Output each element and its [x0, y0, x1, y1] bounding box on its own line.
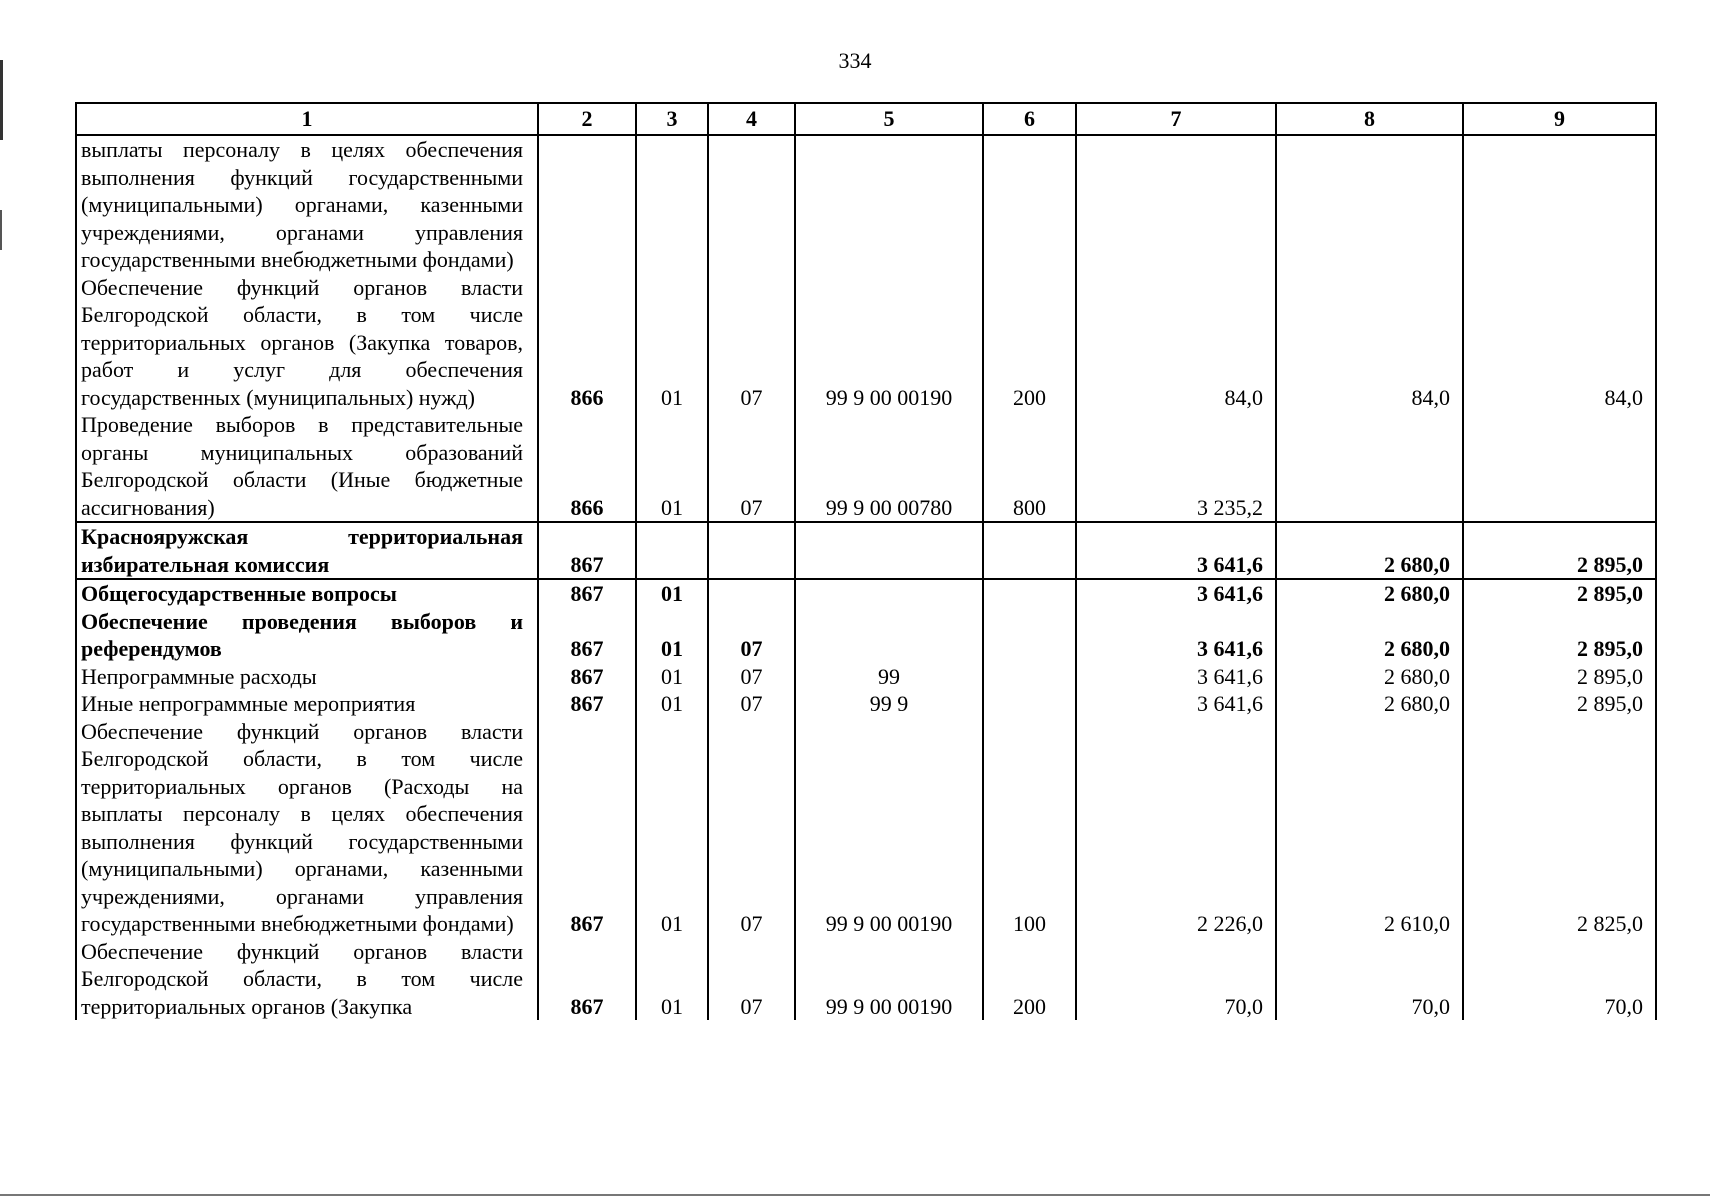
page-number: 334 [838, 48, 872, 73]
table-row [76, 135, 1656, 274]
table-row [76, 663, 1656, 691]
cell-amount-col9: 2 895,0 [1463, 663, 1656, 691]
table-row [76, 718, 1656, 938]
cell-ministry-code: 867 [538, 579, 636, 608]
cell-target-article [795, 608, 983, 663]
row-name: Обеспечение функций органов власти Белгородской области, в том числе территориальных органов (Закупка товаров, работ и услуг для обеспечения государственных (муниципальных) нужд) [76, 274, 538, 412]
cell-subsection: 07 [708, 274, 795, 412]
cell-amount-col7: 3 641,6 [1076, 663, 1276, 691]
cell-amount-col8: 70,0 [1276, 938, 1463, 1021]
table-header-row [76, 103, 1656, 135]
cell-amount-col9: 2 895,0 [1463, 579, 1656, 608]
row-name: Обеспечение проведения выборов и референдумов [76, 608, 538, 663]
cell-amount-col7: 3 641,6 [1076, 522, 1276, 579]
cell-amount-col9: 2 895,0 [1463, 608, 1656, 663]
column-header: 4 [708, 103, 795, 135]
column-header: 2 [538, 103, 636, 135]
cell-subsection: 07 [708, 938, 795, 1021]
cell-target-article: 99 9 00 00780 [795, 411, 983, 522]
cell-target-article: 99 9 00 00190 [795, 938, 983, 1021]
cell-amount-col8: 2 680,0 [1276, 608, 1463, 663]
cell-subsection: 07 [708, 690, 795, 718]
cell-amount-col7: 3 641,6 [1076, 608, 1276, 663]
cell-amount-col8 [1276, 135, 1463, 274]
cell-subsection [708, 579, 795, 608]
cell-amount-col7: 3 235,2 [1076, 411, 1276, 522]
column-header: 7 [1076, 103, 1276, 135]
cell-expense-type: 100 [983, 718, 1076, 938]
cell-amount-col8: 2 680,0 [1276, 579, 1463, 608]
table-row [76, 522, 1656, 579]
cell-subsection [708, 135, 795, 274]
cell-amount-col7: 3 641,6 [1076, 579, 1276, 608]
cell-ministry-code: 867 [538, 938, 636, 1021]
cell-ministry-code: 867 [538, 522, 636, 579]
cell-amount-col7: 2 226,0 [1076, 718, 1276, 938]
cell-ministry-code: 867 [538, 608, 636, 663]
cell-subsection: 07 [708, 608, 795, 663]
cell-subsection: 07 [708, 663, 795, 691]
row-name: выплаты персоналу в целях обеспечения выполнения функций государственными (муниципальными) органами, казенными учреждениями, органами управления государственными внебюджетными фондами) [76, 135, 538, 274]
cell-target-article: 99 9 00 00190 [795, 718, 983, 938]
column-header: 8 [1276, 103, 1463, 135]
cell-target-article [795, 522, 983, 579]
scan-edge-mark [0, 210, 2, 250]
cell-amount-col8: 84,0 [1276, 274, 1463, 412]
column-header: 6 [983, 103, 1076, 135]
cell-amount-col8: 2 680,0 [1276, 522, 1463, 579]
cell-amount-col7: 3 641,6 [1076, 690, 1276, 718]
cell-expense-type: 200 [983, 274, 1076, 412]
table-row [76, 938, 1656, 1021]
cell-section: 01 [636, 274, 708, 412]
cell-expense-type: 200 [983, 938, 1076, 1021]
cell-section: 01 [636, 938, 708, 1021]
page-bottom-edge [0, 1194, 1710, 1196]
cell-amount-col9 [1463, 135, 1656, 274]
cell-amount-col8: 2 680,0 [1276, 690, 1463, 718]
cell-ministry-code: 867 [538, 663, 636, 691]
cell-section [636, 135, 708, 274]
cell-amount-col8: 2 680,0 [1276, 663, 1463, 691]
column-header: 1 [76, 103, 538, 135]
budget-table [75, 102, 1657, 1020]
row-name: Обеспечение функций органов власти Белгородской области, в том числе территориальных органов (Расходы на выплаты персоналу в целях обеспечения выполнения функций государственными (муниципальными) органами, казенными учреждениями, органами управления государственными внебюджетными фондами) [76, 718, 538, 938]
cell-amount-col9 [1463, 411, 1656, 522]
cell-ministry-code: 867 [538, 690, 636, 718]
cell-expense-type [983, 608, 1076, 663]
table-row [76, 608, 1656, 663]
cell-target-article: 99 9 [795, 690, 983, 718]
cell-expense-type [983, 522, 1076, 579]
row-name: Обеспечение функций органов власти Белгородской области, в том числе территориальных органов (Закупка [76, 938, 538, 1021]
row-name: Краснояружская территориальная избирательная комиссия [76, 522, 538, 579]
cell-amount-col9: 2 895,0 [1463, 522, 1656, 579]
cell-expense-type [983, 579, 1076, 608]
cell-section: 01 [636, 663, 708, 691]
cell-expense-type: 800 [983, 411, 1076, 522]
cell-expense-type [983, 663, 1076, 691]
column-header: 5 [795, 103, 983, 135]
cell-amount-col9: 2 825,0 [1463, 718, 1656, 938]
cell-section: 01 [636, 690, 708, 718]
cell-subsection: 07 [708, 718, 795, 938]
cell-target-article: 99 9 00 00190 [795, 274, 983, 412]
row-name: Иные непрограммные мероприятия [76, 690, 538, 718]
cell-amount-col8: 2 610,0 [1276, 718, 1463, 938]
cell-section: 01 [636, 579, 708, 608]
cell-ministry-code: 866 [538, 274, 636, 412]
cell-subsection: 07 [708, 411, 795, 522]
table-row [76, 274, 1656, 412]
cell-target-article [795, 579, 983, 608]
row-name: Непрограммные расходы [76, 663, 538, 691]
cell-ministry-code [538, 135, 636, 274]
cell-section: 01 [636, 608, 708, 663]
row-name: Общегосударственные вопросы [76, 579, 538, 608]
cell-amount-col9: 84,0 [1463, 274, 1656, 412]
table-row [76, 690, 1656, 718]
cell-amount-col7 [1076, 135, 1276, 274]
cell-amount-col7: 84,0 [1076, 274, 1276, 412]
cell-target-article: 99 [795, 663, 983, 691]
column-header: 9 [1463, 103, 1656, 135]
cell-amount-col9: 2 895,0 [1463, 690, 1656, 718]
column-header: 3 [636, 103, 708, 135]
cell-section [636, 522, 708, 579]
cell-expense-type [983, 135, 1076, 274]
cell-ministry-code: 866 [538, 411, 636, 522]
cell-amount-col9: 70,0 [1463, 938, 1656, 1021]
cell-expense-type [983, 690, 1076, 718]
cell-section: 01 [636, 411, 708, 522]
table-row [76, 579, 1656, 608]
cell-ministry-code: 867 [538, 718, 636, 938]
cell-amount-col8 [1276, 411, 1463, 522]
cell-subsection [708, 522, 795, 579]
row-name: Проведение выборов в представительные органы муниципальных образований Белгородской области (Иные бюджетные ассигнования) [76, 411, 538, 522]
table-row [76, 411, 1656, 522]
cell-amount-col7: 70,0 [1076, 938, 1276, 1021]
cell-section: 01 [636, 718, 708, 938]
cell-target-article [795, 135, 983, 274]
